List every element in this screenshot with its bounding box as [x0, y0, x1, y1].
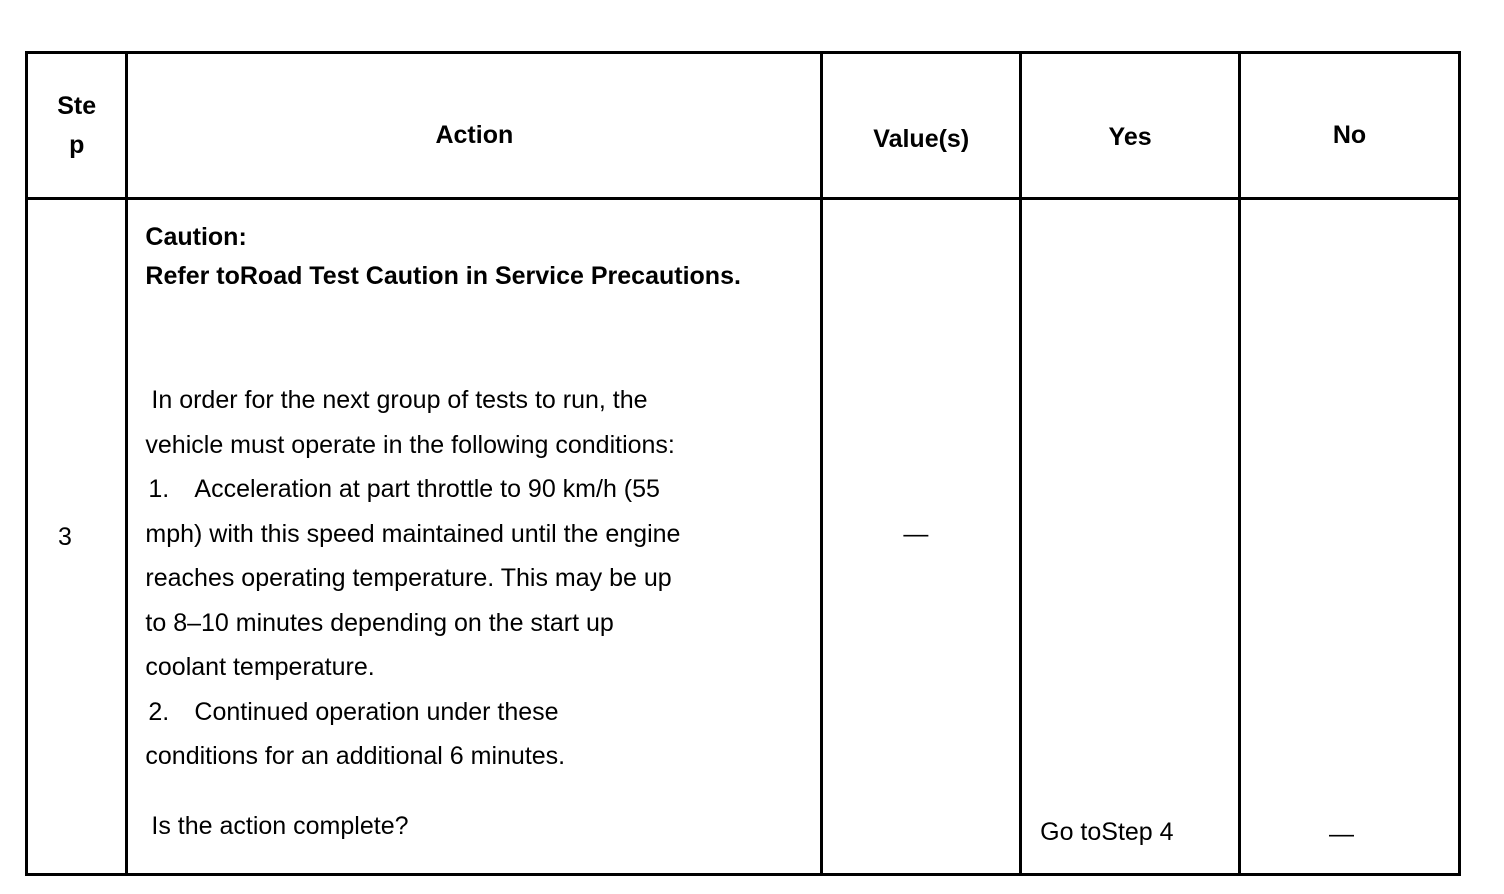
value-cell [822, 199, 1021, 875]
list-item-2-line-1: Continued operation under these [194, 697, 559, 726]
list-item-2-number: 2. [148, 697, 170, 726]
header-step [27, 53, 127, 199]
diagnostic-table [25, 51, 1461, 876]
table-row [27, 199, 1460, 875]
intro-line-2: vehicle must operate in the following conditions: [145, 430, 675, 459]
header-values [822, 53, 1021, 199]
header-yes-label: Yes [1108, 123, 1152, 151]
header-step-label: Step [57, 91, 97, 159]
list-item-1-line-4: to 8–10 minutes depending on the start up [145, 608, 614, 637]
list-item-1-line-1: Acceleration at part throttle to 90 km/h (55 [194, 475, 660, 503]
step-number: 3 [58, 523, 72, 551]
caution-title: Caution: [145, 223, 247, 251]
caution-text: Refer toRoad Test Caution in Service Precautions. [145, 262, 741, 290]
header-no-label: No [1332, 121, 1367, 149]
yes-cell [1021, 199, 1240, 875]
header-action [127, 53, 822, 199]
header-no [1240, 53, 1460, 199]
no-cell [1240, 199, 1460, 875]
conditions-block [145, 378, 745, 779]
list-item-2 [145, 690, 745, 735]
action-question: Is the action complete? [151, 812, 409, 840]
list-item-1-number: 1. [148, 475, 170, 503]
yes-text: Go toStep 4 [1040, 818, 1174, 846]
list-item-1-line-3: reaches operating temperature. This may be up [145, 564, 672, 592]
step-cell [27, 199, 127, 875]
no-text: — [1329, 820, 1355, 848]
header-action-label: Action [435, 121, 514, 149]
list-item-1 [145, 467, 745, 512]
action-content [145, 218, 805, 840]
action-cell [127, 199, 822, 875]
header-row [27, 53, 1460, 199]
header-values-label: Value(s) [873, 125, 970, 153]
header-yes [1021, 53, 1240, 199]
list-item-1-line-5: coolant temperature. [145, 653, 375, 681]
list-item-1-line-2: mph) with this speed maintained until the engine [145, 519, 681, 548]
list-item-2-line-2: conditions for an additional 6 minutes. [145, 742, 566, 770]
value-text: — [903, 520, 929, 548]
intro-line-1: In order for the next group of tests to run, the [151, 386, 648, 414]
